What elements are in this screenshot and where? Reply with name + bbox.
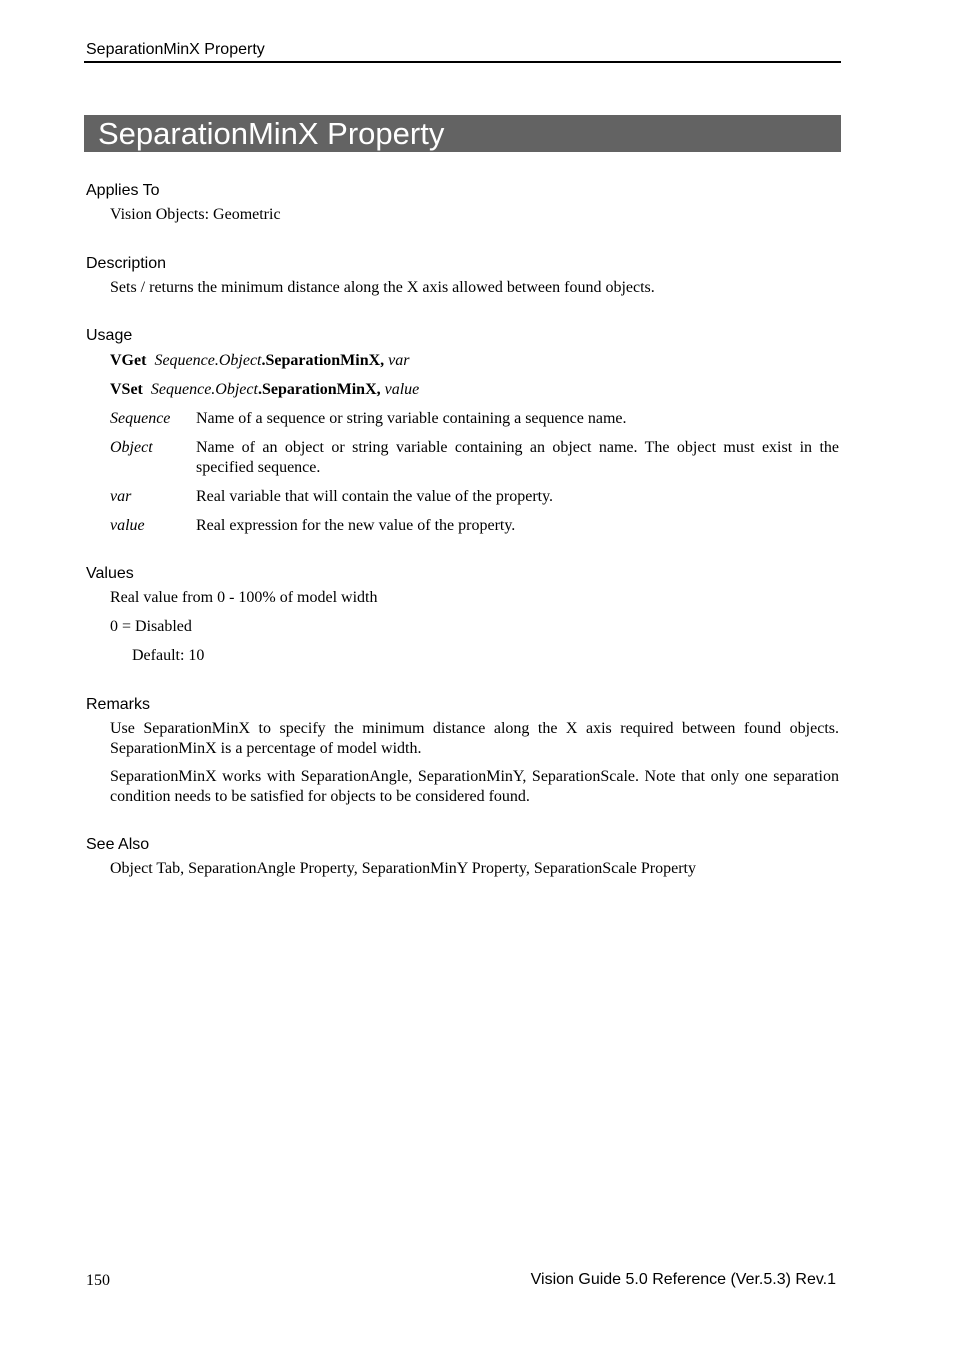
running-header: SeparationMinX Property — [86, 41, 265, 58]
header-rule — [84, 61, 841, 63]
param-definition: Real expression for the new value of the property. — [196, 517, 516, 534]
remarks-heading: Remarks — [86, 696, 151, 713]
vset-arg: value — [384, 381, 420, 398]
remarks-paragraph: SeparationMinX works with SeparationAngle, SeparationMinY, SeparationScale. Note that only one separation condition needs to be satisfied for objects to be considered found. — [110, 768, 839, 805]
applies-to-heading: Applies To — [86, 182, 160, 199]
vget-keyword: VGet — [110, 352, 147, 369]
vset-keyword: VSet — [110, 381, 143, 398]
param-term: Object — [110, 439, 153, 456]
param-term: value — [110, 517, 145, 534]
footer-doc-title: Vision Guide 5.0 Reference (Ver.5.3) Rev.1 — [530, 1271, 836, 1288]
values-disabled: 0 = Disabled — [110, 618, 192, 635]
param-term: var — [110, 488, 132, 505]
values-heading: Values — [86, 565, 134, 582]
values-range: Real value from 0 - 100% of model width — [110, 589, 378, 606]
vget-path: Sequence.Object — [154, 352, 262, 369]
remarks-paragraph: Use SeparationMinX to specify the minimum distance along the X axis required between found objects. SeparationMinX is a percentage of model width. — [110, 720, 839, 757]
param-term: Sequence — [110, 410, 171, 427]
page-title-bar — [84, 115, 841, 152]
usage-heading: Usage — [86, 327, 133, 344]
description-text: Sets / returns the minimum distance along the X axis allowed between found objects. — [110, 279, 655, 296]
param-definition: Real variable that will contain the value of the property. — [196, 488, 554, 505]
vset-path: Sequence.Object — [150, 381, 258, 398]
vget-property: .SeparationMinX, — [261, 352, 385, 369]
see-also-heading: See Also — [86, 836, 150, 853]
usage-vset-line — [110, 380, 419, 400]
page-number: 150 — [86, 1272, 110, 1289]
see-also-text: Object Tab, SeparationAngle Property, SeparationMinY Property, SeparationScale Property — [110, 860, 696, 877]
param-definition: Name of an object or string variable containing an object name. The object must exist in the specified sequence. — [196, 439, 839, 476]
values-default: Default: 10 — [132, 647, 205, 664]
applies-to-text: Vision Objects: Geometric — [110, 206, 281, 223]
page-title: SeparationMinX Property — [98, 116, 445, 151]
usage-vget-line — [110, 351, 410, 371]
vget-arg: var — [388, 352, 410, 369]
vset-property: .SeparationMinX, — [257, 381, 381, 398]
param-definition: Name of a sequence or string variable containing a sequence name. — [196, 410, 627, 427]
description-heading: Description — [86, 255, 167, 272]
